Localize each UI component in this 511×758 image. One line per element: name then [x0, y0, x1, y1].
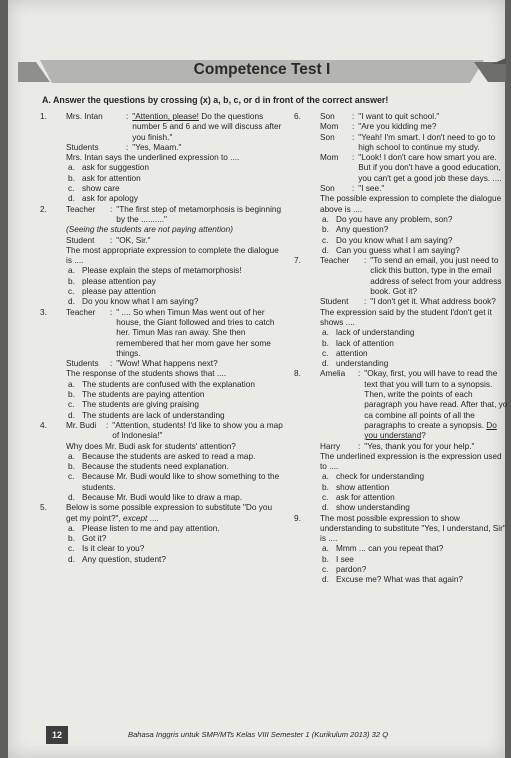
speaker: Amelia	[320, 369, 346, 379]
option-a[interactable]: a. ask for suggestion	[68, 163, 149, 173]
speaker: Teacher	[66, 307, 96, 317]
option-d[interactable]: d. The students are lack of understanding	[68, 410, 225, 420]
utterance: "Yeah! I'm smart. I don't need to go to high school to continue my study.	[358, 132, 496, 152]
question-number: 2.	[40, 204, 47, 214]
option-b[interactable]: b. Got it?	[68, 534, 107, 544]
utterance: "To send an email, you just need to click this button, type in the email address of select from your address book. Got it?	[370, 256, 502, 297]
question-5	[38, 503, 283, 565]
option-d[interactable]: d. Because Mr. Budi would like to draw a map.	[68, 492, 243, 502]
question-text: Below is some possible expression to substitute "Do you get my point?", except ....	[66, 503, 273, 523]
option-c[interactable]: c. show care	[68, 184, 120, 194]
option-a[interactable]: a. check for understanding	[322, 472, 425, 482]
option-c[interactable]: c. Is it clear to you?	[68, 544, 145, 554]
dialogue-line	[320, 184, 510, 194]
option-b[interactable]: b. I see	[322, 554, 354, 564]
question-9	[292, 514, 510, 586]
stage-note: (Seeing the students are not paying attention)	[66, 225, 233, 235]
question-1	[38, 112, 283, 205]
question-text: The most appropriate expression to complete the dialogue is ....	[66, 245, 279, 266]
dialogue-line	[66, 205, 283, 226]
option-b[interactable]: b. The students are paying attention	[68, 390, 205, 400]
dialogue-line	[320, 442, 510, 452]
option-b[interactable]: b. please attention pay	[68, 276, 156, 286]
option-d[interactable]: d. ask for apology	[68, 194, 138, 204]
question-text: The underlined expression is the expression used to ....	[320, 451, 502, 472]
dialogue-line	[66, 308, 283, 359]
option-d[interactable]: d. understanding	[322, 359, 389, 369]
colon: :	[352, 122, 355, 132]
dialogue-line	[320, 153, 510, 184]
question-6	[292, 112, 510, 256]
question-number: 4.	[40, 420, 47, 430]
question-text: Mrs. Intan says the underlined expression to ....	[66, 153, 240, 163]
left-column	[38, 112, 283, 565]
colon: :	[110, 359, 113, 369]
utterance: "Attention, students! I'd like to show you a map of Indonesia!"	[112, 420, 283, 441]
page-number: 12	[46, 726, 68, 744]
dialogue-line	[66, 112, 283, 143]
utterance: "I see."	[358, 184, 385, 194]
question-2	[38, 205, 283, 308]
colon: :	[358, 441, 361, 451]
option-c[interactable]: c. please pay attention	[68, 287, 156, 297]
title-banner	[18, 56, 506, 86]
option-d[interactable]: d. show understanding	[322, 503, 410, 513]
colon: :	[106, 420, 109, 430]
speaker: Son	[320, 112, 335, 121]
speaker: Mom	[320, 153, 339, 163]
except-word: except	[123, 513, 148, 523]
option-a[interactable]: a. Do you have any problem, son?	[322, 214, 453, 224]
option-a[interactable]: a. Because the students are asked to read a map.	[68, 451, 256, 461]
question-text: The expression said by the student I'don't get it shows ....	[320, 307, 492, 327]
question-3	[38, 308, 283, 421]
utterance: "I want to quit school."	[358, 112, 440, 121]
colon: :	[364, 256, 367, 266]
dialogue-line	[320, 256, 510, 297]
right-column	[292, 112, 510, 586]
option-d[interactable]: d. Do you know what I am saying?	[68, 297, 199, 307]
question-number: 3.	[40, 307, 47, 317]
underlined-expression: "Attention, please!	[132, 112, 199, 121]
speaker: Students	[66, 359, 99, 369]
speaker: Student	[320, 297, 349, 307]
question-8	[292, 369, 510, 513]
colon: :	[110, 235, 113, 245]
option-c[interactable]: c. Do you know what I am saying?	[322, 235, 453, 245]
speaker: Harry	[320, 441, 341, 451]
option-c[interactable]: c. The students are giving praising	[68, 400, 199, 410]
question-number: 5.	[40, 503, 47, 513]
option-c[interactable]: c. ask for attention	[322, 492, 395, 502]
option-a[interactable]: a. Mmm ... can you repeat that?	[322, 544, 444, 554]
speaker: Student	[66, 235, 95, 245]
colon: :	[352, 184, 355, 194]
option-a[interactable]: a. The students are confused with the explanation	[68, 379, 255, 389]
question-text: The response of the students shows that ....	[66, 369, 227, 379]
question-number: 7.	[294, 256, 301, 266]
option-b[interactable]: b. ask for attention	[68, 173, 141, 183]
speaker: Mrs. Intan	[66, 112, 103, 121]
dialogue-line	[320, 122, 510, 132]
utterance: "Wow! What happens next?	[116, 359, 218, 369]
question-number: 6.	[294, 112, 301, 121]
question-text: Why does Mr. Budi ask for students' attention?	[66, 441, 236, 451]
utterance: "Look! I don't care how smart you are. But if you don't have a good education, you can't get a good job these days. ....	[358, 153, 502, 183]
option-c[interactable]: c. attention	[322, 348, 368, 358]
utterance: "OK, Sir."	[116, 235, 151, 245]
option-c[interactable]: c. Because Mr. Budi would like to show something to the students.	[68, 472, 280, 492]
option-b[interactable]: b. Because the students need explanation.	[68, 462, 229, 472]
speaker: Teacher	[320, 256, 350, 266]
speaker: Son	[320, 132, 335, 142]
option-d[interactable]: d. Excuse me? What was that again?	[322, 575, 464, 585]
colon: :	[358, 369, 361, 379]
question-4	[38, 421, 283, 503]
option-d[interactable]: d. Can you guess what I am saying?	[322, 245, 460, 255]
page-title: Competence Test I	[193, 61, 331, 78]
question-text: The most possible expression to show understanding to substitute "Yes, I understand, Sir" is ....	[320, 513, 506, 544]
question-number: 8.	[294, 369, 301, 379]
footer-text: Bahasa Inggris untuk SMP/MTs Kelas VIII Semester 1 (Kurikulum 2013) 32 Q	[128, 730, 389, 739]
textbook-page	[8, 0, 508, 758]
dialogue-line	[66, 421, 283, 442]
speaker: Mom	[320, 122, 339, 132]
speaker: Mr. Budi	[66, 420, 97, 430]
option-a[interactable]: a. lack of understanding	[322, 328, 415, 338]
option-c[interactable]: c. pardon?	[322, 565, 367, 575]
colon: :	[352, 112, 355, 121]
colon: :	[126, 112, 129, 121]
dialogue-line	[66, 236, 283, 246]
colon: :	[364, 297, 367, 307]
speaker: Son	[320, 184, 335, 194]
underlined-expression: Do you understand	[364, 420, 497, 441]
colon: :	[126, 142, 129, 152]
utterance: "Okay, first, you will have to read the text that you will turn to a synopsis. Then, write the points of each paragraph you have read. After that, yo ca combine all points of all the paragraphs to create a synopsis. Do you understand?	[364, 369, 508, 441]
dialogue-line	[320, 297, 510, 307]
question-number: 1.	[40, 112, 47, 121]
utterance: "The first step of metamorphosis is beginning by the .........."	[116, 204, 282, 224]
page-footer	[46, 726, 466, 744]
option-d[interactable]: d. Any question, student?	[68, 554, 166, 564]
colon: :	[110, 204, 113, 214]
speaker: Students	[66, 142, 99, 152]
utterance: "Are you kidding me?	[358, 122, 437, 132]
instruction-text: A. Answer the questions by crossing (x) a, b, c, or d in front of the correct answer!	[42, 95, 389, 105]
option-b[interactable]: b. Any question?	[322, 225, 389, 235]
colon: :	[352, 132, 355, 142]
colon: :	[110, 307, 113, 317]
dialogue-line	[66, 359, 283, 369]
question-text: The possible expression to complete the dialogue above is ....	[320, 194, 502, 214]
utterance: " .... So when Timun Mas went out of her house, the Giant followed and tries to catch her. Timun Mas ran away. She then remembered that her mom gave her some things.	[116, 307, 275, 358]
option-b[interactable]: b. lack of attention	[322, 338, 394, 348]
question-number: 9.	[294, 513, 301, 523]
dialogue-line	[66, 143, 283, 153]
speaker: Teacher	[66, 204, 96, 214]
option-b[interactable]: b. show attention	[322, 482, 390, 492]
dialogue-line	[320, 133, 510, 154]
option-a[interactable]: a. Please explain the steps of metamorphosis!	[68, 266, 242, 276]
dialogue-line	[320, 369, 510, 441]
option-a[interactable]: a. Please listen to me and pay attention.	[68, 523, 220, 533]
colon: :	[352, 153, 355, 163]
utterance: "Yes, thank you for your help."	[364, 441, 475, 451]
utterance: "I don't get it. What address book?	[370, 297, 496, 307]
utterance: "Attention, please! Do the questions number 5 and 6 and we will discuss after you finish."	[132, 112, 282, 142]
dialogue-line	[320, 112, 510, 122]
question-7	[292, 256, 510, 369]
utterance: "Yes, Maam."	[132, 142, 182, 152]
